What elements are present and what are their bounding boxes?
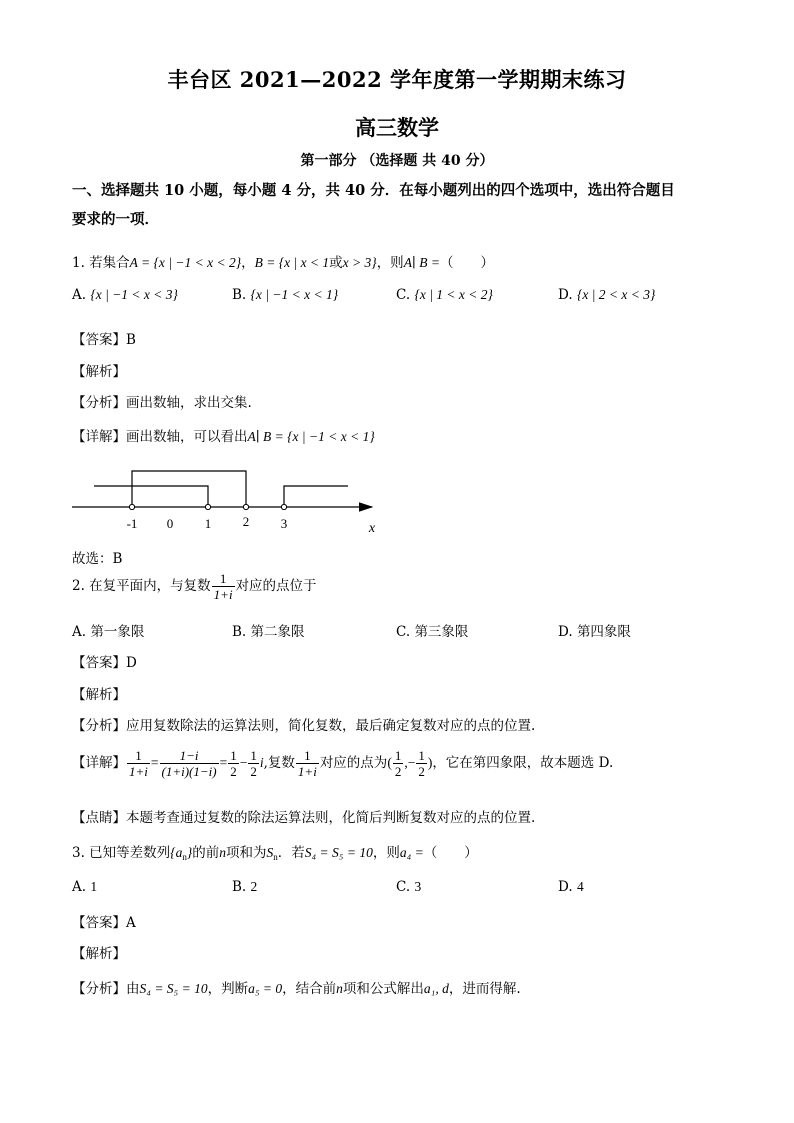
q2-detail-text3: ，它在第四象限，故本题选 D. (432, 755, 614, 771)
q3-fenxi-vars: a₁, d (423, 981, 449, 996)
q1-option-d (558, 287, 655, 303)
open-point-3 (281, 504, 286, 509)
q3-option-d-text: 4 (576, 879, 584, 894)
q2-detail (72, 748, 613, 779)
q3-fenxi-a5: a₅ = 0 (248, 981, 283, 996)
q2-detail-frac5 (296, 748, 319, 779)
q2-fraction (212, 571, 235, 602)
q2-answer: 【答案】D (72, 655, 137, 671)
open-point-1 (205, 504, 210, 509)
q3-seq: {a (170, 845, 183, 860)
q2-detail-paren-open: ( (387, 755, 392, 770)
axis-variable-x: x (368, 521, 376, 536)
tick-label-2: 2 (242, 514, 250, 529)
tick-label-1: 1 (204, 516, 212, 531)
q2-option-a (72, 620, 144, 640)
tick-label-neg1: -1 (126, 516, 138, 531)
q2-detail-comma: ,− (404, 755, 416, 770)
q3-option-d-label: D. (558, 879, 573, 895)
q3-option-b-label: B. (232, 879, 247, 895)
q2-detail-frac5-num: 1 (296, 748, 319, 764)
q3-condition: S₄ = S₅ = 10 (304, 845, 373, 860)
q2-detail-frac7-num: 1 (418, 748, 425, 763)
tick-label-3: 3 (280, 516, 288, 531)
q2-detail-frac3-den: 2 (230, 764, 237, 779)
q3-answer: 【答案】A (72, 915, 136, 931)
q3-stem-mid4: ，则 (372, 845, 400, 861)
q1-option-b-text: {x | −1 < x < 1} (250, 287, 339, 302)
set-b-left-bracket (94, 486, 208, 507)
q2-option-b-text: 第二象限 (250, 624, 305, 640)
q2-detail-frac2-den: (1+i)(1−i) (161, 764, 217, 779)
tick-label-0: 0 (166, 516, 174, 531)
q2-dianjing: 【点睛】本题考查通过复数的除法运算法则，化简后判断复数对应的点的位置. (72, 810, 536, 826)
q1-answer: 【答案】B (72, 332, 136, 348)
q2-option-c-label: C. (396, 624, 411, 640)
q2-detail-frac6 (393, 748, 404, 779)
q2-option-b-label: B. (232, 624, 247, 640)
q1-or: 或 (329, 255, 343, 271)
q2-option-c (396, 620, 468, 640)
q2-detail-frac6-num: 1 (394, 748, 402, 763)
q2-detail-frac6-den: 2 (394, 764, 402, 779)
q2-detail-frac4 (248, 748, 259, 779)
q2-detail-frac4-den: 2 (250, 764, 257, 779)
q1-stem-prefix: 1. 若集合 (72, 255, 130, 271)
q1-comma: ， (241, 255, 255, 271)
page-subtitle: 高三数学 (355, 115, 439, 140)
q2-option-a-label: A. (72, 624, 87, 640)
q2-detail-frac7-den: 2 (418, 764, 425, 779)
q2-detail-frac1-num: 1 (127, 748, 150, 764)
q2-detail-frac7 (416, 748, 427, 779)
q3-fenxi-mid3: 项和公式解出 (342, 981, 424, 997)
q2-detail-frac3-num: 1 (230, 748, 237, 763)
q3-stem-mid: 的前 (192, 845, 220, 861)
q1-detail-prefix: 【详解】画出数轴，可以看出 (72, 429, 248, 445)
q1-then: ，则 (376, 255, 404, 271)
q2-detail-eq2: = (219, 755, 228, 770)
q3-seq-close: } (186, 845, 193, 860)
q2-detail-tag: 【详解】 (72, 755, 126, 771)
number-line-figure (60, 462, 390, 540)
q3-option-a (72, 879, 97, 895)
q2-detail-text2: 对应的点为 (319, 755, 388, 771)
q3-paren: （ ） (423, 845, 478, 861)
q1-set-b-left: B = {x | x < 1 (254, 255, 330, 270)
q3-fenxi (72, 977, 521, 997)
q1-option-a-label: A. (72, 287, 87, 303)
section-instruction-line2: 要求的一项． (72, 211, 159, 228)
q3-stem-prefix: 3. 已知等差数列 (72, 845, 171, 861)
q3-n: n (219, 845, 226, 860)
q2-option-d-text: 第四象限 (576, 624, 631, 640)
q1-set-b-right: x > 3} (342, 255, 377, 270)
q2-option-d (558, 620, 631, 640)
q3-fenxi-mid: ，判断 (207, 981, 249, 997)
q3-option-c (396, 879, 421, 895)
q2-detail-frac4-num: 1 (250, 748, 257, 763)
q1-option-a (72, 287, 178, 303)
q3-S: S (266, 845, 274, 860)
page-title: 丰台区 2021—2022 学年度第一学期期末练习 (167, 67, 627, 92)
q2-detail-eq: = (150, 755, 159, 770)
q3-fenxi-mid2: ，结合前 (282, 981, 337, 997)
q2-detail-frac2 (160, 748, 219, 779)
q3-S-sub: n (273, 852, 278, 862)
q2-detail-text1: ,复数 (263, 755, 295, 771)
q1-option-c (396, 287, 493, 303)
q3-option-a-label: A. (72, 879, 87, 895)
q3-fenxi-cond: S₄ = S₅ = 10 (139, 981, 208, 996)
q3-stem-mid3: ．若 (277, 845, 305, 861)
q2-detail-frac1-den: 1+i (129, 764, 148, 779)
q1-detail-math: A∣ B = {x | −1 < x < 1} (247, 429, 375, 444)
q1-detail (72, 425, 375, 445)
q2-frac-num: 1 (212, 571, 235, 587)
q2-detail-frac5-den: 1+i (297, 764, 317, 779)
q2-option-d-label: D. (558, 624, 573, 640)
open-point-neg1 (129, 504, 134, 509)
q1-conclusion: 故选：B (72, 551, 123, 567)
q2-stem-suffix: 对应的点位于 (235, 578, 317, 594)
set-a-bracket (132, 471, 246, 507)
q1-option-b (232, 287, 338, 303)
q2-option-a-text: 第一象限 (90, 624, 145, 640)
question-2-stem (72, 571, 317, 602)
q1-option-a-text: {x | −1 < x < 3} (90, 287, 178, 302)
q2-analysis-label: 【解析】 (72, 687, 126, 703)
q3-fenxi-n: n (336, 981, 343, 996)
q1-option-d-text: {x | 2 < x < 3} (576, 287, 656, 302)
q3-option-a-text: 1 (90, 879, 98, 894)
q1-option-d-label: D. (558, 287, 573, 303)
q3-target: a₄ = (399, 845, 424, 860)
q3-stem-mid2: 项和为 (225, 845, 267, 861)
q1-option-c-text: {x | 1 < x < 2} (414, 287, 493, 302)
q2-detail-frac3 (228, 748, 239, 779)
q1-intersection: A∣ B = (403, 255, 440, 270)
q2-stem-prefix: 2. 在复平面内，与复数 (72, 578, 211, 594)
q2-frac-den: 1+i (213, 587, 233, 602)
q1-option-b-label: B. (232, 287, 247, 303)
q1-set-a: A = {x | −1 < x < 2} (129, 255, 242, 270)
q2-detail-frac2-num: 1−i (160, 748, 219, 764)
section-instruction-line1: 一、选择题共 10 小题，每小题 4 分，共 40 分．在每小题列出的四个选项中，选出符合题目 (72, 182, 675, 199)
q2-detail-paren-close: ) (427, 755, 433, 770)
q3-fenxi-prefix: 【分析】由 (72, 981, 140, 997)
question-3-stem (72, 841, 478, 862)
q3-analysis-label: 【解析】 (72, 946, 126, 962)
q2-detail-frac1 (127, 748, 150, 779)
open-point-2 (243, 504, 248, 509)
q3-option-d (558, 879, 584, 895)
q1-analysis-label: 【解析】 (72, 364, 126, 380)
part-heading: 第一部分 （选择题 共 40 分） (300, 153, 494, 169)
q3-option-c-label: C. (396, 879, 411, 895)
question-1-stem (72, 251, 494, 271)
q3-option-c-text: 3 (414, 879, 422, 894)
q2-detail-minus: − (239, 755, 248, 770)
q3-fenxi-end: ，进而得解. (448, 981, 521, 997)
q1-paren: （ ） (439, 255, 494, 271)
q1-option-c-label: C. (396, 287, 411, 303)
q1-fenxi: 【分析】画出数轴，求出交集. (72, 395, 252, 411)
q2-detail-i: i (259, 755, 264, 770)
q3-seq-sub: n (182, 852, 187, 862)
q2-option-b (232, 620, 305, 640)
set-b-right-bracket (284, 486, 348, 507)
q3-option-b-text: 2 (250, 879, 258, 894)
q2-option-c-text: 第三象限 (414, 624, 469, 640)
q3-option-b (232, 879, 257, 895)
q2-fenxi: 【分析】应用复数除法的运算法则，简化复数，最后确定复数对应的点的位置. (72, 718, 536, 734)
